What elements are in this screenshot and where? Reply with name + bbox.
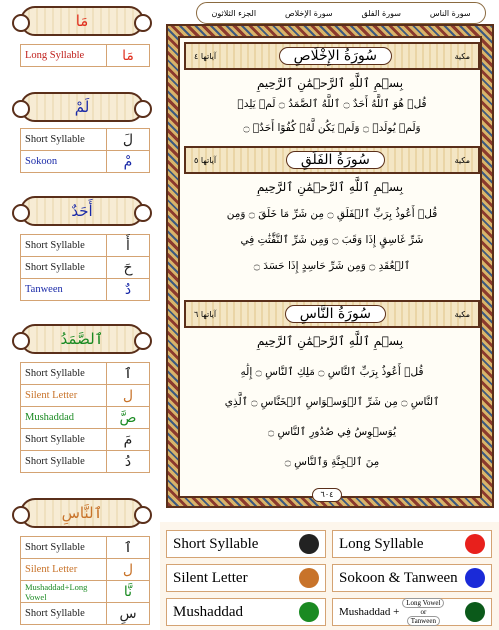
rule-glyph: ل <box>107 385 150 407</box>
word-title: أَحَدٌ <box>71 202 93 220</box>
running-head <box>196 2 486 24</box>
surah-type: مكية <box>454 309 470 319</box>
word-cartouche <box>20 92 144 122</box>
rule-glyph: مَ <box>107 429 150 451</box>
surah-header-ikhlas <box>184 42 480 70</box>
legend-label: Mushaddad + Long Vowel or Tanween <box>339 598 444 626</box>
rule-row <box>21 385 150 407</box>
color-dot-icon <box>299 568 319 588</box>
surah-name: سُورَةُ الفَلَقِ <box>286 151 385 169</box>
rule-row <box>21 429 150 451</box>
rule-glyph: لَ <box>107 129 150 151</box>
text-area <box>178 36 482 498</box>
rule-glyph: دُ <box>107 451 150 473</box>
color-dot-icon <box>465 568 485 588</box>
surah-ayat-count: آياتها ٤ <box>194 51 217 61</box>
verse-line: يُوَسۡوِسُ فِي صُدُورِ ٱلنَّاسِ ۝ <box>267 426 397 438</box>
rule-row <box>21 603 150 625</box>
rule-row <box>21 537 150 559</box>
rule-glyph: سِ <box>107 603 150 625</box>
legend-item <box>332 530 492 558</box>
rule-label: Short Syllable <box>21 537 107 559</box>
page-number: ٦٠٤ <box>312 488 342 502</box>
rule-row <box>21 279 150 301</box>
surah-type: مكية <box>454 51 470 61</box>
running-head-item: الجزء الثلاثون <box>211 8 257 18</box>
surah-name: سُورَةُ الإِخْلَاصِ <box>279 47 392 65</box>
surah-header-falaq <box>184 146 480 174</box>
verse-line: ٱلۡعُقَدِ ۝ وَمِن شَرِّ حَاسِدٍ إِذَا حَسَدَ ۝ <box>253 260 411 272</box>
rule-label: Short Syllable <box>21 603 107 625</box>
rule-glyph: ٱ <box>107 363 150 385</box>
word-title: لَمْ <box>74 98 90 116</box>
rule-row <box>21 235 150 257</box>
surah-header-nas <box>184 300 480 328</box>
rule-label: Short Syllable <box>21 429 107 451</box>
color-dot-icon <box>465 602 485 622</box>
legend-item <box>166 530 326 558</box>
rule-label: Tanween <box>21 279 107 301</box>
rule-row <box>21 363 150 385</box>
verse-line: شَرِّ غَاسِقٍ إِذَا وَقَبَ ۝ وَمِن شَرِّ ٱلنَّفَّٰثَٰتِ فِي <box>240 234 424 246</box>
verse-line: وَلَمۡ يُولَدۡ ۝ وَلَمۡ يَكُن لَّهُۥ كُفُوًا أَحَدٌۢ ۝ <box>243 122 421 134</box>
legend-item <box>332 564 492 592</box>
legend-item <box>332 598 492 626</box>
surah-ayat-count: آياتها ٦ <box>194 309 217 319</box>
word-cartouche <box>20 324 144 354</box>
rule-table <box>20 362 150 473</box>
legend-label: Short Syllable <box>173 535 259 552</box>
rule-glyph: دٌ <box>107 279 150 301</box>
rule-glyph: صَّ <box>107 407 150 429</box>
rule-label: Silent Letter <box>21 559 107 581</box>
basmala: بِسۡمِ ٱللَّهِ ٱلرَّحۡمَٰنِ ٱلرَّحِيمِ <box>256 334 404 348</box>
legend-label: Long Syllable <box>339 535 424 552</box>
word-cartouche <box>20 6 144 36</box>
word-title: ٱلنَّاسِ <box>61 504 103 522</box>
rule-row <box>21 451 150 473</box>
rule-row <box>21 257 150 279</box>
verse-line: مِنَ ٱلۡجِنَّةِ وَٱلنَّاسِ ۝ <box>284 456 380 468</box>
color-legend <box>160 522 499 630</box>
rule-label: Short Syllable <box>21 235 107 257</box>
verse-line: قُلۡ أَعُوذُ بِرَبِّ ٱلۡفَلَقِ ۝ مِن شَرِّ مَا خَلَقَ ۝ وَمِن <box>226 208 438 220</box>
color-dot-icon <box>299 602 319 622</box>
surah-ayat-count: آياتها ٥ <box>194 155 217 165</box>
legend-label: Silent Letter <box>173 569 248 586</box>
running-head-item: سورة الفلق <box>361 8 401 18</box>
rules-sidebar <box>0 0 156 630</box>
rule-row <box>21 151 150 173</box>
running-head-item: سورة الناس <box>429 8 471 18</box>
word-title: مَا <box>75 12 89 30</box>
rule-label: Sokoon <box>21 151 107 173</box>
verse-line: قُلۡ هُوَ ٱللَّهُ أَحَدٌ ۝ ٱللَّهُ ٱلصَّمَدُ ۝ لَمۡ يَلِدۡ <box>237 98 427 110</box>
verse-line: قُلۡ أَعُوذُ بِرَبِّ ٱلنَّاسِ ۝ مَلِكِ ٱلنَّاسِ ۝ إِلَٰهِ <box>240 366 424 378</box>
rule-label: Short Syllable <box>21 363 107 385</box>
rule-label: Mushaddad+Long Vowel <box>21 581 107 603</box>
color-dot-icon <box>299 534 319 554</box>
basmala: بِسۡمِ ٱللَّهِ ٱلرَّحۡمَٰنِ ٱلرَّحِيمِ <box>256 76 404 90</box>
word-cartouche <box>20 196 144 226</box>
legend-label: Mushaddad <box>173 603 243 620</box>
legend-label: Sokoon & Tanween <box>339 569 458 586</box>
word-title: ٱلصَّمَدُ <box>60 330 104 348</box>
rule-glyph: مَا <box>107 45 150 67</box>
rule-label: Short Syllable <box>21 257 107 279</box>
verse-line: ٱلنَّاسِ ۝ مِن شَرِّ ٱلۡوَسۡوَاسِ ٱلۡخَنَّاسِ ۝ ٱلَّذِي <box>224 396 440 408</box>
rule-table <box>20 128 150 173</box>
rule-table <box>20 234 150 301</box>
legend-item <box>166 564 326 592</box>
mushaf-page <box>160 0 499 520</box>
rule-label: Short Syllable <box>21 129 107 151</box>
surah-name: سُورَةُ النَّاسِ <box>285 305 386 323</box>
rule-row <box>21 559 150 581</box>
rule-glyph: حَ <box>107 257 150 279</box>
rule-label: Long Syllable <box>21 45 107 67</box>
rule-glyph: نَّا <box>107 581 150 603</box>
rule-label: Mushaddad <box>21 407 107 429</box>
color-dot-icon <box>465 534 485 554</box>
surah-type: مكية <box>454 155 470 165</box>
rule-row <box>21 129 150 151</box>
rule-glyph: ٱ <box>107 537 150 559</box>
rule-row <box>21 581 150 603</box>
basmala: بِسۡمِ ٱللَّهِ ٱلرَّحۡمَٰنِ ٱلرَّحِيمِ <box>256 180 404 194</box>
rule-glyph: أَ <box>107 235 150 257</box>
rule-label: Silent Letter <box>21 385 107 407</box>
word-cartouche <box>20 498 144 528</box>
rule-row <box>21 407 150 429</box>
rule-label: Short Syllable <box>21 451 107 473</box>
rule-table <box>20 536 150 625</box>
rule-glyph: ل <box>107 559 150 581</box>
rule-glyph: مْ <box>107 151 150 173</box>
legend-item <box>166 598 326 626</box>
rule-table <box>20 44 150 67</box>
rule-row <box>21 45 150 67</box>
running-head-item: سورة الإخلاص <box>284 8 333 18</box>
